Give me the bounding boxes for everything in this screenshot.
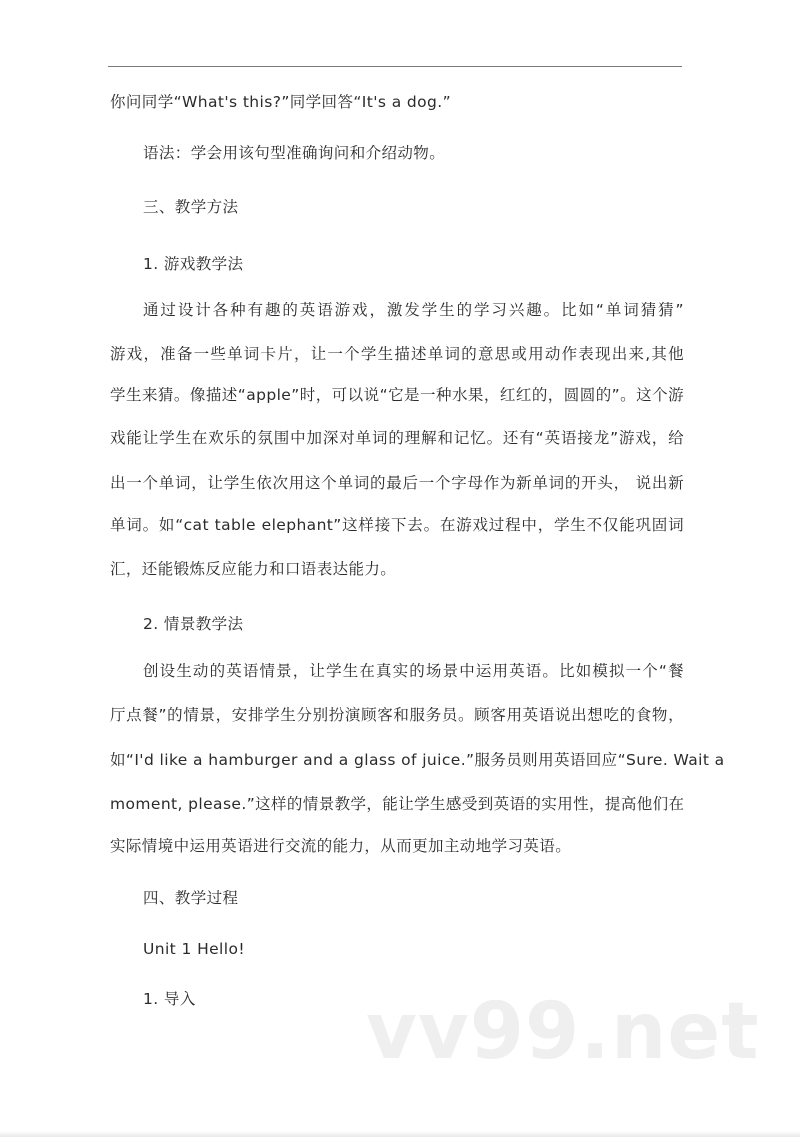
body-line-dialogue: 你问同学“What's this?”同学回答“It's a dog.” (110, 93, 452, 111)
page-bottom-edge (0, 1131, 800, 1137)
paragraph-game-line-7: 汇，还能锻炼反应能力和口语表达能力。 (110, 560, 397, 578)
header-rule (108, 66, 682, 67)
section-heading-teaching-process: 四、教学过程 (143, 889, 239, 907)
watermark-text: vv99.net (366, 987, 760, 1077)
paragraph-game-line-1: 通过设计各种有趣的英语游戏，激发学生的学习兴趣。比如“单词猜猜” (143, 301, 684, 319)
section-heading-teaching-methods: 三、教学方法 (143, 198, 239, 216)
paragraph-game-line-5: 出一个单词，让学生依次用这个单词的最后一个字母作为新单词的开头， 说出新 (110, 474, 684, 492)
paragraph-situational-line-3: 如“I'd like a hamburger and a glass of juice.”服务员则用英语回应“Sure. Wait a (110, 751, 725, 769)
subheading-lead-in: 1. 导入 (143, 990, 196, 1008)
paragraph-situational-line-5: 实际情境中运用英语进行交流的能力，从而更加主动地学习英语。 (110, 837, 572, 855)
paragraph-game-line-6: 单词。如“cat table elephant”这样接下去。在游戏过程中，学生不仅能巩固词 (110, 516, 684, 534)
paragraph-situational-line-1: 创设生动的英语情景，让学生在真实的场景中运用英语。比如模拟一个“餐 (143, 662, 684, 680)
paragraph-situational-line-4: moment, please.”这样的情景教学，能让学生感受到英语的实用性，提高他们在 (110, 795, 685, 813)
paragraph-situational-line-2: 厅点餐”的情景，安排学生分别扮演顾客和服务员。顾客用英语说出想吃的食物， (110, 706, 684, 724)
unit-title: Unit 1 Hello! (143, 940, 245, 958)
paragraph-game-line-3: 学生来猜。像描述“apple”时，可以说“它是一种水果，红红的，圆圆的”。这个游 (110, 386, 684, 404)
grammar-line: 语法：学会用该句型准确询问和介绍动物。 (143, 144, 446, 162)
subheading-game-method: 1. 游戏教学法 (143, 255, 244, 273)
subheading-situational-method: 2. 情景教学法 (143, 615, 244, 633)
paragraph-game-line-2: 游戏，准备一些单词卡片，让一个学生描述单词的意思或用动作表现出来,其他 (110, 345, 684, 363)
paragraph-game-line-4: 戏能让学生在欢乐的氛围中加深对单词的理解和记忆。还有“英语接龙”游戏，给 (110, 429, 684, 447)
